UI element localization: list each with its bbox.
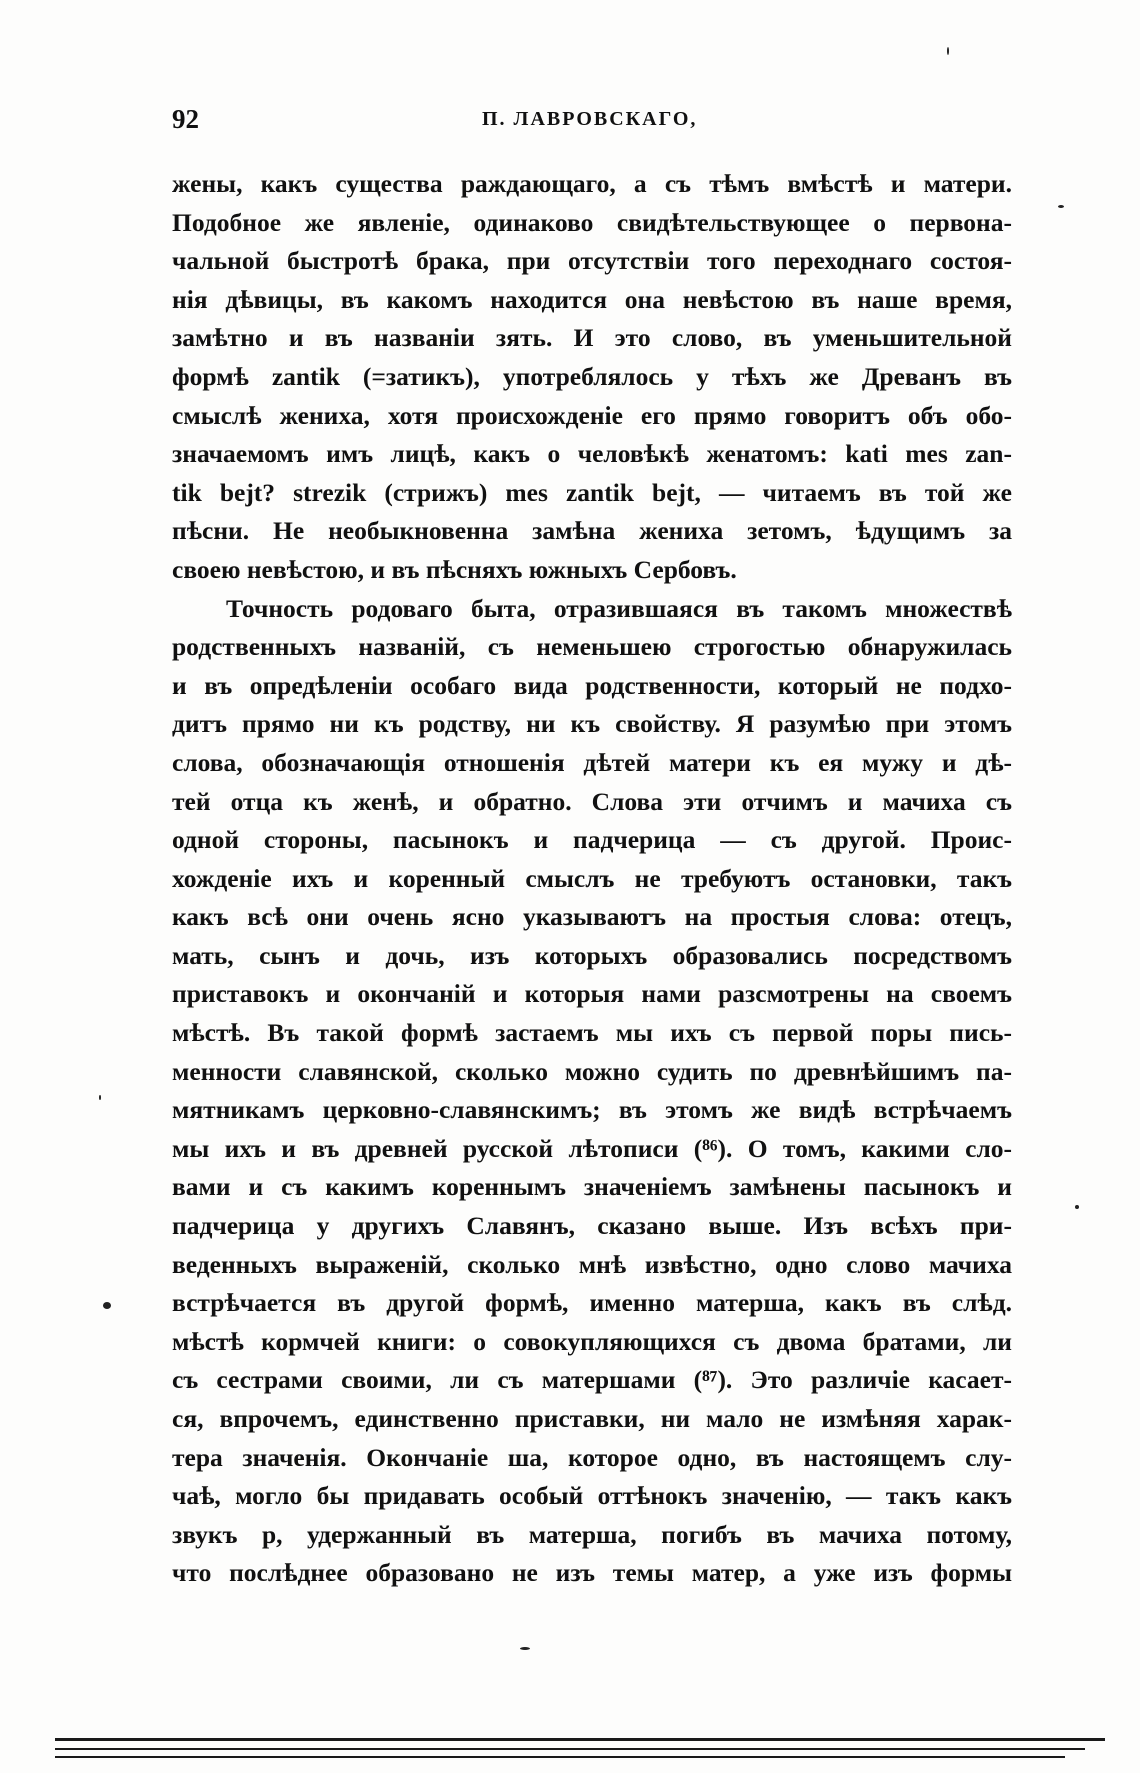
text-line: хожденіе ихъ и коренный смыслъ не требуютъ остановки, такъ [172,863,1012,893]
text-line: что послѣднее образовано не изъ темы матер, а уже изъ формы [172,1558,1012,1588]
text-line: формѣ zantik (=затикъ), употреблялось у тѣхъ же Древанъ въ [172,361,1012,391]
text-line: нія дѣвицы, въ какомъ находится она невѣстою въ наше время, [172,284,1012,314]
text-line: тера значенія. Окончаніе ша, которое одно, въ настоящемъ слу- [172,1442,1012,1472]
text-line: встрѣчается въ другой формѣ, именно матерша, какъ въ слѣд. [172,1288,1012,1318]
text-line: чальной быстротѣ брака, при отсутствіи того переходнаго состоя- [172,246,1012,276]
bottom-rule [55,1748,1085,1750]
text-line: одной стороны, пасынокъ и падчерица — съ другой. Проис- [172,825,1012,855]
text-line: мятникамъ церковно-славянскимъ; въ этомъ же видѣ встрѣчаемъ [172,1095,1012,1125]
text-line: падчерица у другихъ Славянъ, сказано выше. Изъ всѣхъ при- [172,1211,1012,1241]
text-line: мѣстѣ. Въ такой формѣ застаемъ мы ихъ съ первой поры пись- [172,1018,1012,1048]
text-line: ся, впрочемъ, единственно приставки, ни мало не измѣняя харак- [172,1404,1012,1433]
text-line: слова, обозначающія отношенія дѣтей матери къ ея мужу и дѣ- [172,747,1012,777]
bottom-rule [55,1756,1065,1758]
text-line: какъ всѣ они очень ясно указываютъ на простыя слова: отецъ, [172,902,1012,932]
scan-speck [1075,1205,1079,1209]
text-line: мы ихъ и въ древней русской лѣтописи (⁸⁶). О томъ, какими сло- [172,1133,1012,1163]
running-head [172,100,1012,144]
text-line: съ сестрами своими, ли съ матершами (⁸⁷). Это различіе касает- [172,1365,1012,1395]
scan-speck [520,1647,530,1650]
running-title: П. ЛАВРОВСКАГО, [482,108,698,130]
text-line: значаемомъ имъ лицѣ, какъ о человѣкѣ женатомъ: kati mes zan- [172,439,1012,469]
text-line: смыслѣ жениха, хотя происхожденіе его прямо говоритъ объ обо- [172,400,1012,430]
scan-speck [1058,205,1064,208]
text-line: тей отца къ женѣ, и обратно. Слова эти отчимъ и мачиха съ [172,786,1012,816]
text-line: Точность родоваго быта, отразившаяся въ такомъ множествѣ [226,593,1012,623]
text-line: веденныхъ выраженій, сколько мнѣ извѣстно, одно слово мачиха [172,1249,1012,1279]
page-number: 92 [172,104,199,134]
text-body [172,165,1012,1593]
paragraph-1 [172,165,1012,590]
text-line: tik bejt? strezik (стрижъ) mes zantik bejt, — читаемъ въ той же [172,477,1012,507]
bottom-rule [55,1738,1105,1741]
paragraph-2 [172,590,1012,1593]
text-line: вами и съ какимъ кореннымъ значеніемъ замѣнены пасынокъ и [172,1172,1012,1202]
text-line: менности славянской, сколько можно судить по древнѣйшимъ па- [172,1056,1012,1086]
text-line: звукъ р, удержанный въ матерша, погибъ въ мачиха потому, [172,1519,1012,1549]
text-line: своею невѣстою, и въ пѣсняхъ южныхъ Сербовъ. [172,554,737,584]
text-line: жены, какъ существа раждающаго, а съ тѣмъ вмѣстѣ и матери. [172,169,1012,198]
scan-speck [99,1095,101,1100]
text-line: пѣсни. Не необыкновенна замѣна жениха зетомъ, ѣдущимъ за [172,516,1012,546]
text-line: Подобное же явленіе, одинаково свидѣтельствующее о первона- [172,207,1012,237]
scan-speck [947,47,949,55]
text-line: и въ опредѣленіи особаго вида родственности, который не подхо- [172,670,1012,700]
text-line: приставокъ и окончаній и которыя нами разсмотрены на своемъ [172,979,1012,1009]
text-line: родственныхъ названій, съ неменьшею строгостью обнаружилась [172,632,1012,662]
text-line: чаѣ, могло бы придавать особый оттѣнокъ значенію, — такъ какъ [172,1481,1012,1511]
text-line: замѣтно и въ названіи зять. И это слово, въ уменьшительной [172,323,1012,353]
text-line: мать, сынъ и дочь, изъ которыхъ образовались посредствомъ [172,940,1012,970]
text-line: мѣстѣ кормчей книги: о совокупляющихся съ двома братами, ли [172,1326,1012,1356]
text-line: дитъ прямо ни къ родству, ни къ свойству. Я разумѣю при этомъ [172,709,1012,739]
scan-speck [103,1302,111,1309]
